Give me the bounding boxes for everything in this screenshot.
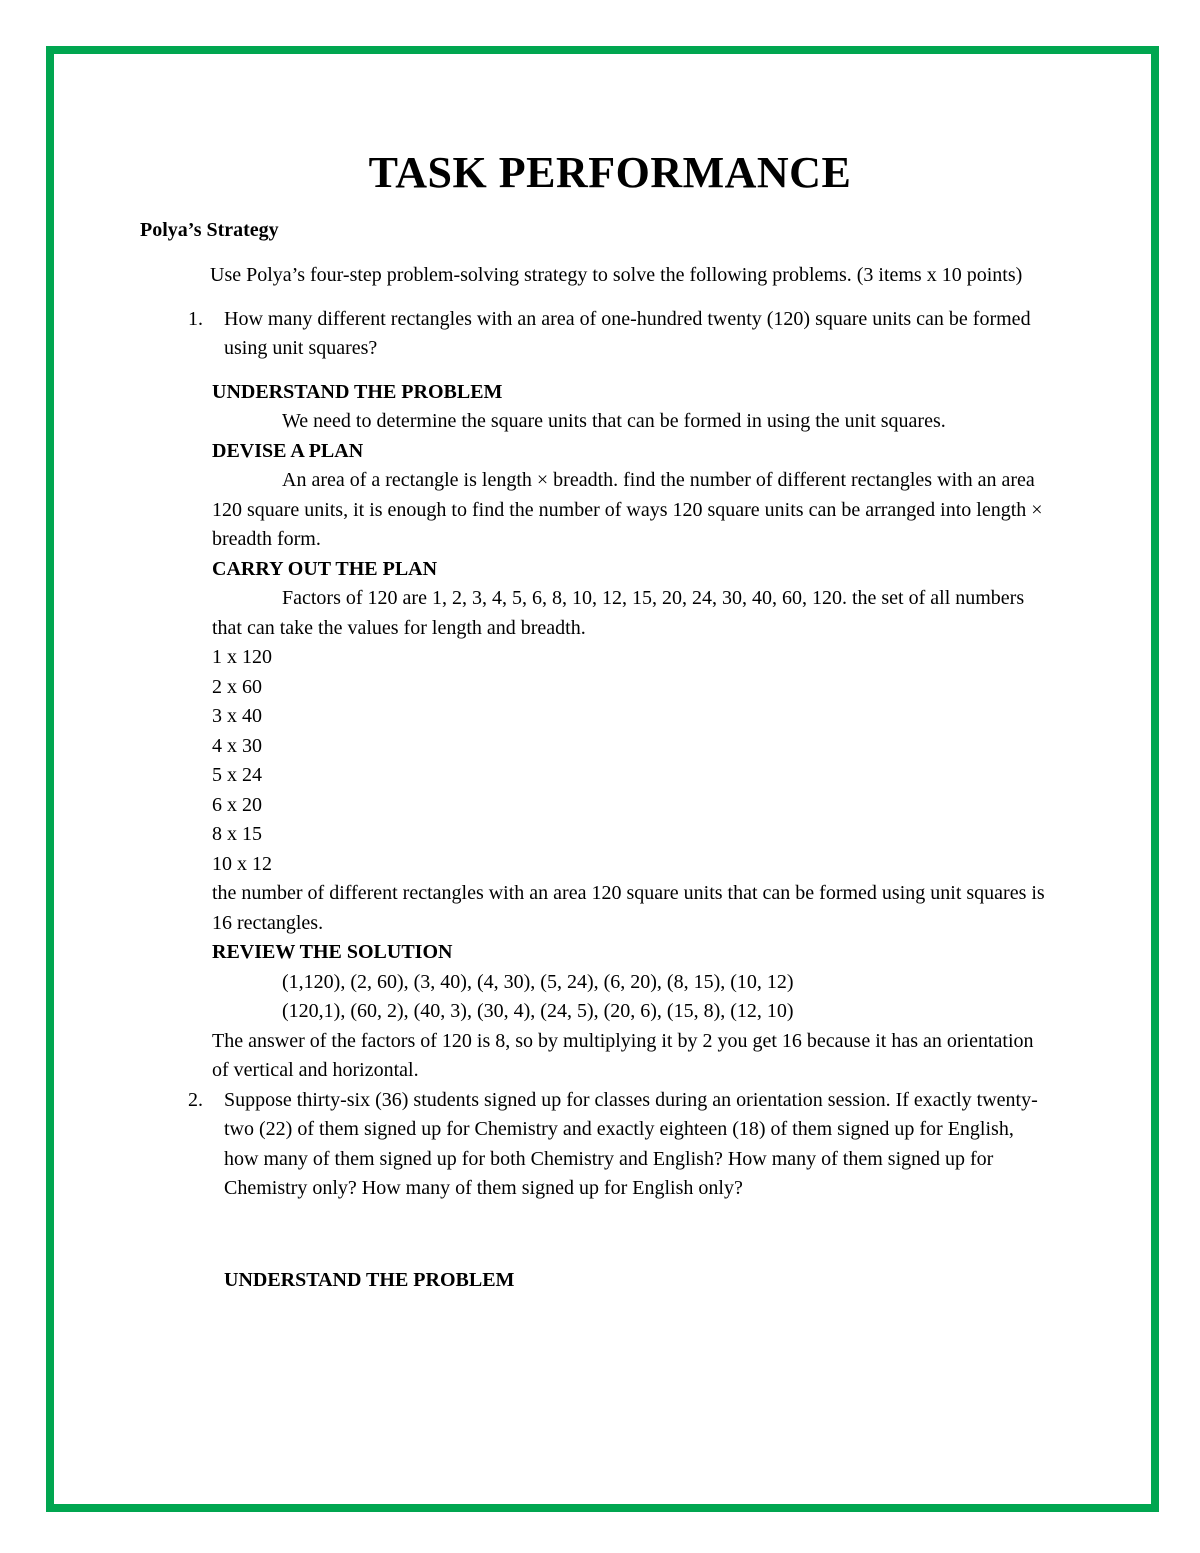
- problem-text: How many different rectangles with an area of one-hundred twenty (120) square units can be formed using unit squares?: [224, 307, 1031, 359]
- carry-conclusion: the number of different rectangles with an area 120 square units that can be formed using unit squares is 16 rectangles.: [212, 882, 1045, 934]
- review-pairs-line-2: (120,1), (60, 2), (40, 3), (30, 4), (24, 5), (20, 6), (15, 8), (12, 10): [282, 1000, 794, 1022]
- document-title: TASK PERFORMANCE: [368, 148, 852, 197]
- factor-pair: 3 x 40: [212, 705, 262, 727]
- review-heading: REVIEW THE SOLUTION: [212, 941, 453, 963]
- review-text: The answer of the factors of 120 is 8, so by multiplying it by 2 you get 16 because it has an orientation of vertical and horizontal.: [212, 1029, 1034, 1081]
- problem-number: 2.: [188, 1088, 203, 1111]
- carry-heading: CARRY OUT THE PLAN: [212, 557, 438, 580]
- devise-heading: DEVISE A PLAN: [212, 439, 364, 462]
- factor-pair: 10 x 12: [212, 852, 272, 875]
- factor-pair: 8 x 15: [212, 823, 262, 845]
- understand-text: We need to determine the square units that can be formed in using the unit squares.: [282, 410, 946, 432]
- document-body: [140, 140, 1060, 1295]
- instructions-paragraph: Use Polya’s four-step problem-solving strategy to solve the following problems. (3 items x 10 points): [210, 264, 1023, 286]
- factor-pair: 5 x 24: [212, 764, 262, 786]
- factor-pair: 4 x 30: [212, 734, 262, 757]
- problem-text: Suppose thirty-six (36) students signed up for classes during an orientation session. If exactly twenty- two (22) of them signed up for Chemistry and exactly eighteen (18) of them signed up for English, how many of them signed up for both Chemistry and English? How many of them signed up for Chemistry only? How many of them signed up for English only?: [224, 1088, 1038, 1199]
- factor-pair: 6 x 20: [212, 793, 262, 816]
- problem-number: 1.: [188, 307, 203, 330]
- problem-1: [140, 305, 1060, 364]
- factor-pair: 1 x 120: [212, 646, 272, 668]
- problem-2-understand-heading: UNDERSTAND THE PROBLEM: [224, 1268, 515, 1291]
- problem-2: [140, 1086, 1060, 1204]
- devise-text: An area of a rectangle is length × breadth. find the number of different rectangles with an area 120 square units, it is enough to find the number of ways 120 square units can be arranged into length × breadth form.: [212, 469, 1043, 550]
- section-heading: Polya’s Strategy: [140, 219, 279, 241]
- factor-pairs-list: [212, 643, 1052, 879]
- factor-pair: 2 x 60: [212, 675, 262, 698]
- review-pairs-line-1: (1,120), (2, 60), (3, 40), (4, 30), (5, 24), (6, 20), (8, 15), (10, 12): [282, 970, 794, 993]
- carry-text: Factors of 120 are 1, 2, 3, 4, 5, 6, 8, 10, 12, 15, 20, 24, 30, 40, 60, 120. the set of all numbers that can take the values for length and breadth.: [212, 587, 1025, 639]
- understand-heading: UNDERSTAND THE PROBLEM: [212, 380, 503, 403]
- problem-1-solution: [212, 378, 1052, 1086]
